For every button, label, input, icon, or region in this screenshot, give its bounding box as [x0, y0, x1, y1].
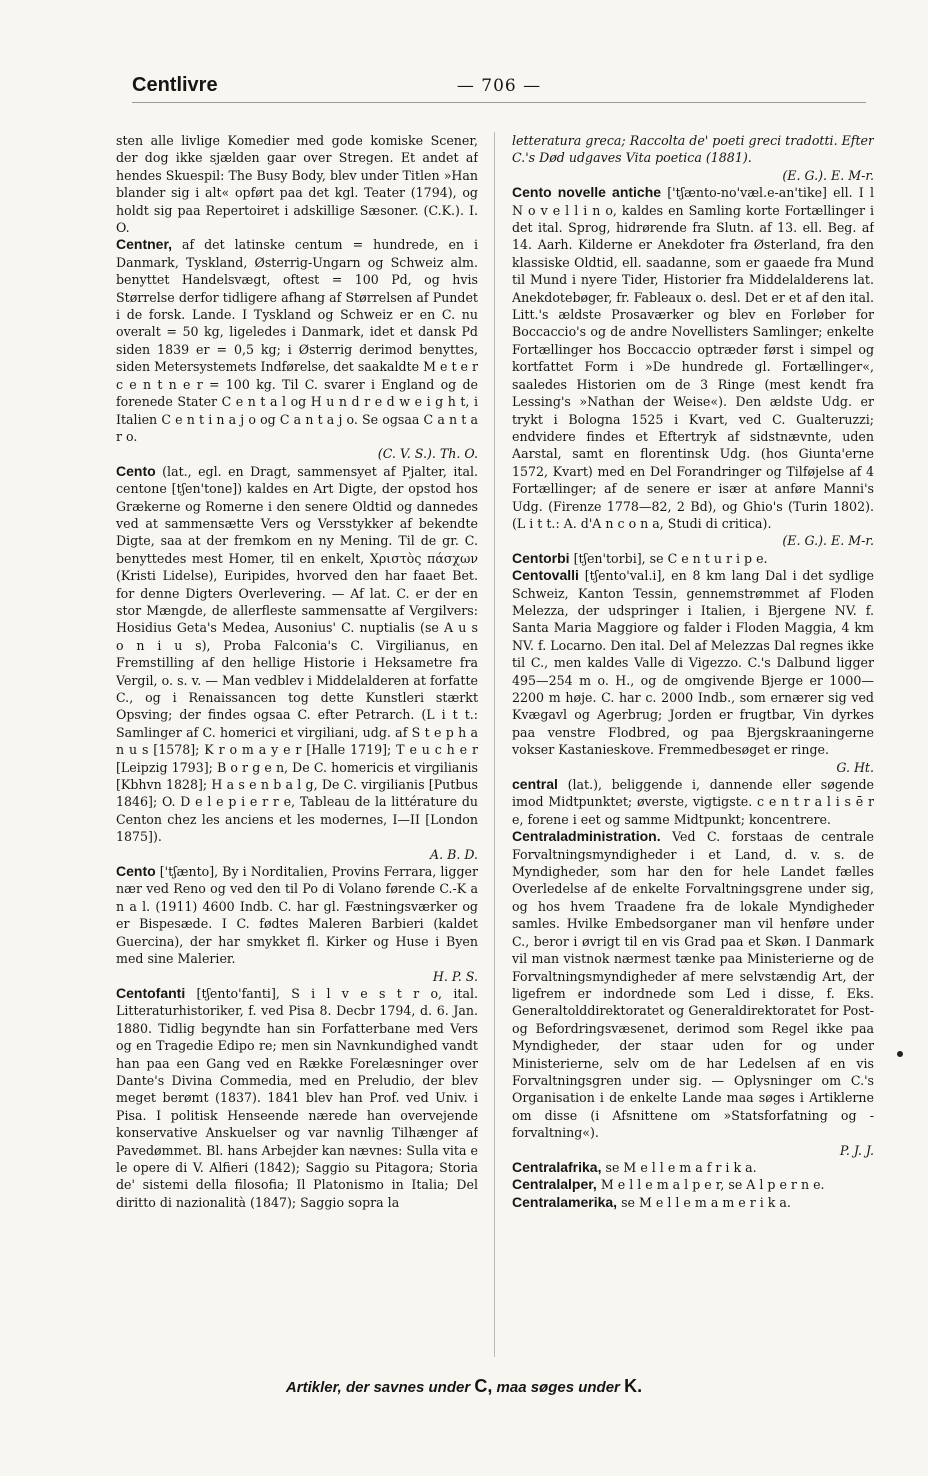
- entry-headword: Cento: [116, 863, 156, 880]
- entry-text: [tʃen'torbi], se C e n t u r i p e.: [573, 550, 768, 566]
- entry-text: (lat.), beliggende i, dannende eller søgende imod Midtpunktet; øverste, vigtigste. c e n t r a l i s ē r e, forene i eet og samme Midtpunkt; koncentrere.: [512, 777, 874, 827]
- entry-signature: G. Ht.: [836, 759, 874, 775]
- entry: [512, 567, 874, 776]
- right-column: [512, 132, 874, 1357]
- entry: [116, 985, 478, 1211]
- entry-signature: H. P. S.: [432, 968, 478, 984]
- entry-headword: Centralafrika,: [512, 1158, 602, 1175]
- page-footer: [0, 1376, 928, 1397]
- entry-headword: Centorbi: [512, 549, 570, 566]
- entry-headword: Centner,: [116, 236, 173, 253]
- entry-text: [tʃento'val.i], en 8 km lang Dal i det sydlige Schweiz, Kanton Tessin, gennemstrømmet af Floden Melezza, der udspringer i Italien, i Bjergene NV. f. Santa Maria Maggiore og falder i Floden Maggia, 4 km NV. f. Locarno. Den ital. Del af Melezzas Dal regnes ikke til C., men kaldes Valle di Vigezzo. C.'s Dalbund ligger 495—254 m o. H., og de omgivende Bjerge er 1000—2200 m høje. C. har c. 2000 Indb., som ernærer sig ved Kvægavl og Agerbrug; Jorden er frugtbar, Vin dyrkes paa venstre Flodbred, og paa Bjergskraaningerne vokser Kastanieskove. Fremmedbesøget er ringe.: [512, 568, 874, 758]
- footer-letter-k: K.: [624, 1376, 643, 1396]
- entry-text: ['tʃænto], By i Norditalien, Provins Ferrara, ligger nær ved Reno og ved den til Po di Volano førende C.-K a n a l. (1911) 4600 Indb. C. har gl. Fæstningsværker og er Bispesæde. I C. fødtes Maleren Barbieri (kaldet Guercina), der har smykket fl. Kirker og Huse i Byen med sine Malerier.: [116, 864, 478, 967]
- entry-text: Ved C. forstaas de centrale Forvaltningsmyndigheder i et Land, d. v. s. de Myndigheder, som har den for hele Landet fælles Overledelse af de enkelte Forvaltningsgrene under sig, og hos hvem Traadene fra de lokale Myndigheder samles. Hvilke Embedsorganer man vil henføre under C., beror i øvrigt til en vis Grad paa et Skøn. I Danmark vil man vistnok nærmest tænke paa Ministerierne og de Forvaltningsmyndigheder af mere selvstændig Art, der ligefrem er indordnede som Led i disse, f. Eks. Generaltolddirektoratet og Generaldirektoratet for Post- og Befordringsvæsenet, derimod som Regel ikke paa Myndigheder, der staar uden for og under Ministerierne, selv om de har Ledelsen af en vis Forvaltningsgren under sig. — Oplysninger om C.'s Organisation i de enkelte Lande maa søges i Artiklerne om disse (i Afsnittene om »Statsforfatning og -forvaltning«).: [512, 829, 874, 1141]
- entry: [512, 550, 874, 567]
- continuation-text: sten alle livlige Komedier med gode komiske Scener, der dog ikke sjælden gaar over Stregen. Et andet af hendes Skuespil: The Busy Body, blev under Titlen »Han blander sig i alt« opført paa det kgl. Teater (1794), og holdt sig paa Repertoiret i adskillige Sæsoner. (C.K.). I. O.: [116, 133, 478, 236]
- footer-mid: maa søges under: [496, 1379, 620, 1396]
- footer-letter-c: C,: [474, 1376, 493, 1396]
- entry: [512, 828, 874, 1159]
- entry-signature: (C. V. S.). Th. O.: [377, 446, 478, 462]
- page-header: [132, 74, 866, 102]
- continuation-text: letteratura greca; Raccolta de' poeti greci tradotti. Efter C.'s Død udgaves Vita poetica (1881). (E. G.). E. M-r.: [512, 133, 874, 183]
- entry: [512, 1176, 874, 1193]
- entry-text: M e l l e m a l p e r, se A l p e r n e.: [600, 1177, 825, 1193]
- page-number: — 706 —: [456, 76, 542, 96]
- column-divider: [494, 132, 495, 1357]
- header-rule: [132, 102, 866, 103]
- entry-signature: A. B. D.: [429, 846, 478, 862]
- entry: [512, 776, 874, 828]
- entry: [116, 236, 478, 462]
- entry-text: se M e l l e m a m e r i k a.: [621, 1194, 791, 1210]
- entry-headword: Centofanti: [116, 984, 186, 1001]
- left-column: [116, 132, 478, 1357]
- entry-headword: Centraladministration.: [512, 828, 661, 845]
- entry-headword: Cento: [116, 462, 156, 479]
- entry-signature: (E. G.). E. M-r.: [782, 167, 874, 183]
- entry-headword: central: [512, 776, 558, 793]
- entry: [512, 1159, 874, 1176]
- entry-headword: Cento novelle antiche: [512, 184, 662, 201]
- entry: [116, 463, 478, 863]
- running-headword: Centlivre: [132, 74, 218, 96]
- entry-headword: Centralamerika,: [512, 1193, 618, 1210]
- footer-text: Artikler, der savnes under: [285, 1379, 471, 1396]
- entry-headword: Centovalli: [512, 567, 579, 584]
- entry-text: se M e l l e m a f r i k a.: [605, 1159, 757, 1175]
- entry: [512, 1194, 874, 1211]
- entry-signature: (E. G.). E. M-r.: [782, 533, 874, 549]
- entry: [116, 863, 478, 985]
- entry: [512, 184, 874, 550]
- entry-signature: P. J. J.: [839, 1142, 874, 1158]
- entry-text: [tʃento'fanti], S i l v e s t r o, ital. Litteraturhistoriker, f. ved Pisa 8. Decbr 1794, d. 6. Jan. 1880. Tidlig begyndte han sin Forfatterbane med Vers og en Tragedie Edipo re; men sin Navnkundighed vandt han paa een Gang ved en Række Forelæsninger over Dante's Divina Commedia, med en Preludio, der blev meget berømt (1837). 1841 blev han Prof. ved Univ. i Pisa. I politisk Henseende nærede han overvejende konservative Anskuelser og var navnlig Tilhænger af Pavedømmet. Bl. hans Arbejder kan nævnes: Sulla vita e le opere di V. Alfieri (1842); Saggio su Pitagora; Storia de' sistemi della filosofia; Il Platonismo in Italia; Del diritto di nazionalità (1847); Saggio sopra la: [116, 985, 478, 1210]
- entry-text: ['tʃænto-no'væl.e-an'tike] ell. I l N o v e l l i n o, kaldes en Samling korte Fortællinger i det ital. Sprog, hidrørende fra Slutn. af 13. ell. Beg. af 14. Aarh. Kilderne er Anekdoter fra Østerland, fra den klassiske Oldtid, ell. saadanne, som er gaaede fra Mund til Mund i nyere Tider, Historier fra Middelalderens lat. Anekdotebøger, fr. Fableaux o. desl. Det er et af den ital. Litt.'s ældste Prosaværker og blev en Forløber for Boccaccio's og de andre Novellisters Samlinger; enkelte Fortællinger hos Boccaccio optræder først i simpel og kortfattet Form i »De hundrede gl. Fortællinger«, saaledes Historien om de 3 Ringe (mest kendt fra Lessing's »Nathan der Weise«). Den ældste Udg. er trykt i Bologna 1525 i Kvart, ved C. Gualteruzzi; endvidere findes et Eftertryk af sidstnævnte, uden Aarstal, samt en florentinsk Udg. (hos Giunta'erne 1572, Kvart) med en Del Forandringer og Tilføjelse af 4 Fortællinger; af de senere er især at anføre Manni's Udg. (Firenze 1778—82, 2 Bd), og Ghio's (Turin 1802). (L i t t.: A. d'A n c o n a, Studi di critica).: [512, 185, 874, 531]
- entry-headword: Centralalper,: [512, 1176, 597, 1193]
- print-mark: [897, 1051, 903, 1057]
- entry-text: (lat., egl. en Dragt, sammensyet af Pjalter, ital. centone [tʃen'tone]) kaldes en Art Digte, der opstod hos Grækerne og Romerne i den senere Oldtid og dannedes ved at sammensætte Vers og Versstykker af bekendte Digte, saa at der fremkom en ny Mening. Til de gr. C. benyttedes mest Homer, til en enkelt, Χριστὸς πάσχων (Kristi Lidelse), Euripides, hvorved den har faaet Bet. for denne Digters Overlevering. — Af lat. C. er der en stor Mængde, de allerfleste sammensatte af Vergilvers: Hosidius Geta's Medea, Ausonius' C. nuptialis (se A u s o n i u s), Proba Falconia's C. Virgilianus, en Fremstilling af den hellige Historie i Heksametre fra Vergil, o. s. v. — Man vedblev i Middelalderen at forfatte C., og i Renaissancen tog dette Kunstleri stærkt Opsving; der findes ogsaa C. efter Petrarch. (L i t t.: Samlinger af C. homerici et virgiliani, udg. af S t e p h a n u s [1578]; K r o m a y e r [Halle 1719]; T e u c h e r [Leipzig 1793]; B o r g e n, De C. homericis et virgilianis [Kbhvn 1828]; H a s e n b a l g, De C. virgilianis [Putbus 1846]; O. D e l e p i e r r e, Tableau de la littérature du Centon chez les anciens et les modernes, I—II [London 1875]).: [116, 463, 478, 845]
- entry-text: af det latinske centum = hundrede, en i Danmark, Tyskland, Østerrig-Ungarn og Schweiz alm. benyttet Handelsvægt, oftest = 100 Pd, og hvis Størrelse derfor tidligere afhang af Størrelsen af Pundet i de forsk. Lande. I Tyskland og Schweiz er en C. nu overalt = 50 kg, ligeledes i Danmark, idet et dansk Pd siden 1839 er = 0,5 kg; i Østerrig derimod benyttes, siden Metersystemets Indførelse, det saakaldte M e t e r c e n t n e r = 100 kg. Til C. svarer i England og de forenede Stater C e n t a l og H u n d r e d w e i g h t, i Italien C e n t i n a j o og C a n t a j o. Se ogsaa C a n t a r o.: [116, 237, 478, 444]
